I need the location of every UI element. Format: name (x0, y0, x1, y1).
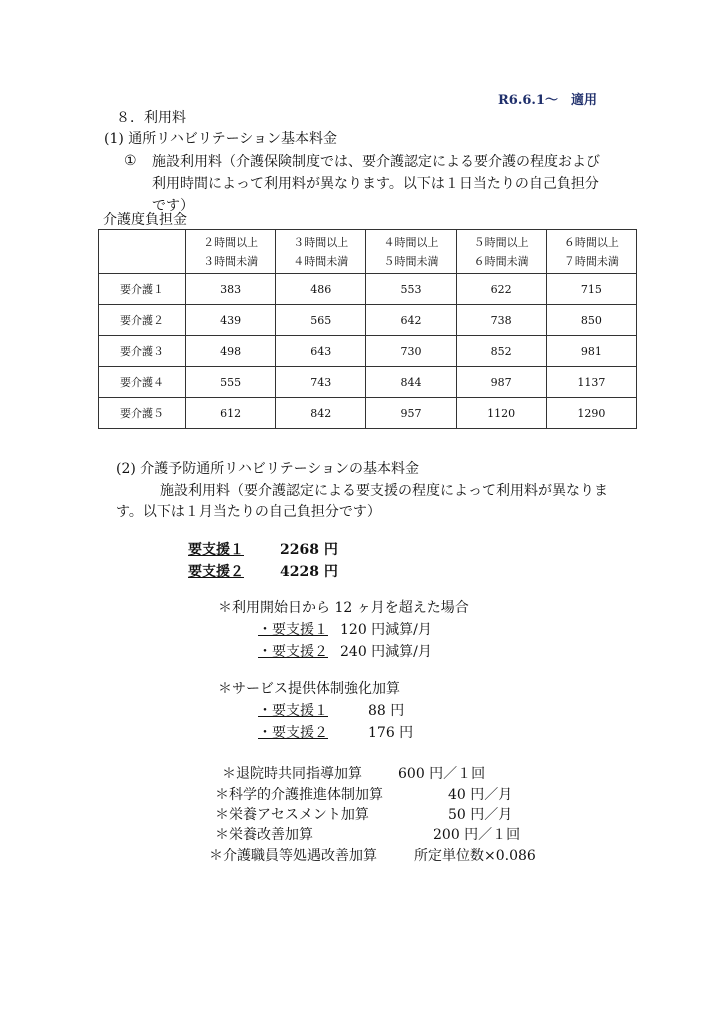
fee-table-header (276, 230, 366, 274)
header-line: ３時間以上 (293, 235, 349, 249)
table-row (99, 367, 637, 398)
table-cell: 1290 (546, 398, 636, 429)
header-line: ５時間以上 (473, 235, 529, 249)
note-item-label: ・要支援１ (258, 622, 328, 638)
fee-table-header (366, 230, 456, 274)
table-cell: 842 (276, 398, 366, 429)
addition-amount: 50 円／月 (448, 807, 513, 823)
table-row (99, 398, 637, 429)
note-service-item (258, 701, 405, 721)
table-row (99, 274, 637, 305)
row-label: 要介護２ (99, 305, 186, 336)
row-label: 要介護１ (99, 274, 186, 305)
row-label: 要介護４ (99, 367, 186, 398)
subsection-1-title: (1) 通所リハビリテーション基本料金 (104, 131, 338, 147)
table-cell: 565 (276, 305, 366, 336)
addition-item (209, 846, 536, 866)
addition-item (215, 785, 513, 805)
fee-table (98, 229, 637, 429)
header-line: ６時間未満 (473, 254, 529, 268)
header-line: ６時間以上 (563, 235, 619, 249)
addition-item (215, 825, 521, 845)
table-cell: 553 (366, 274, 456, 305)
table-cell: 439 (186, 305, 276, 336)
support-label: 要支援２ (188, 564, 244, 580)
addition-label: ＊科学的介護推進体制加算 (215, 787, 383, 803)
note-item-amount: 240 円減算/月 (340, 644, 432, 660)
note-item-label: ・要支援２ (258, 725, 328, 741)
addition-amount: 所定単位数×0.086 (414, 848, 536, 864)
addition-label: ＊退院時共同指導加算 (222, 766, 362, 782)
fee-table-header (456, 230, 546, 274)
table-cell: 730 (366, 336, 456, 367)
table-cell: 555 (186, 367, 276, 398)
table-cell: 852 (456, 336, 546, 367)
table-cell: 643 (276, 336, 366, 367)
note-12-months-item (258, 620, 440, 640)
table-cell: 743 (276, 367, 366, 398)
addition-label: ＊介護職員等処遇改善加算 (209, 848, 377, 864)
table-cell: 957 (366, 398, 456, 429)
table-cell: 1137 (546, 367, 636, 398)
note-service-item (258, 723, 414, 743)
effective-date: R6.6.1～ 適用 (498, 93, 597, 108)
header-line: ４時間以上 (383, 235, 439, 249)
fee-table-header (546, 230, 636, 274)
table-cell: 642 (366, 305, 456, 336)
note-item-amount: 120 円減算/月 (340, 622, 432, 638)
fee-table-header (186, 230, 276, 274)
header-line: ３時間未満 (203, 254, 259, 268)
item-1-text: 施設利用料（介護保険制度では、要介護認定による要介護の程度および利用時間によって利用料が異なります。以下は１日当たりの自己負担分です） (152, 154, 600, 214)
table-cell: 1120 (456, 398, 546, 429)
row-label: 要介護３ (99, 336, 186, 367)
support-level-2 (188, 562, 338, 582)
note-12-months-title: ＊利用開始日から 12 ヶ月を超えた場合 (218, 600, 469, 616)
note-item-amount: 88 円 (368, 703, 405, 719)
table-cell: 383 (186, 274, 276, 305)
table-cell: 612 (186, 398, 276, 429)
table-cell: 498 (186, 336, 276, 367)
note-item-label: ・要支援１ (258, 703, 328, 719)
header-line: ４時間未満 (293, 254, 349, 268)
addition-label: ＊栄養アセスメント加算 (215, 807, 369, 823)
header-line: ５時間未満 (383, 254, 439, 268)
table-cell: 981 (546, 336, 636, 367)
addition-amount: 200 円／１回 (433, 827, 521, 843)
addition-amount: 40 円／月 (448, 787, 513, 803)
addition-amount: 600 円／１回 (398, 766, 486, 782)
header-line: ７時間未満 (563, 254, 619, 268)
subsection-2-title: (2) 介護予防通所リハビリテーションの基本料金 (116, 461, 420, 477)
section-title: ８．利用料 (116, 110, 186, 126)
support-level-1 (188, 540, 338, 560)
note-item-label: ・要支援２ (258, 644, 328, 660)
table-cell: 486 (276, 274, 366, 305)
table-cell: 738 (456, 305, 546, 336)
item-marker: ① (124, 153, 137, 169)
table-cell: 850 (546, 305, 636, 336)
note-12-months-item (258, 642, 440, 662)
table-cell: 987 (456, 367, 546, 398)
table-cell: 715 (546, 274, 636, 305)
row-label: 要介護５ (99, 398, 186, 429)
table-label: 介護度負担金 (103, 212, 187, 228)
header-line: ２時間以上 (203, 235, 259, 249)
addition-label: ＊栄養改善加算 (215, 827, 313, 843)
table-cell: 622 (456, 274, 546, 305)
subsection-2-text: 施設利用料（要介護認定による要支援の程度によって利用料が異なります。以下は１月当たりの自己負担分です） (116, 483, 608, 520)
support-amount: 4228 円 (280, 564, 338, 580)
table-row (99, 305, 637, 336)
addition-item (222, 764, 486, 784)
table-row (99, 336, 637, 367)
note-service-title: ＊サービス提供体制強化加算 (218, 681, 400, 697)
support-amount: 2268 円 (280, 542, 338, 558)
note-item-amount: 176 円 (368, 725, 414, 741)
table-cell: 844 (366, 367, 456, 398)
addition-item (215, 805, 513, 825)
support-label: 要支援１ (188, 542, 244, 558)
fee-table-corner (99, 230, 186, 274)
fee-table-header-row (99, 230, 637, 274)
